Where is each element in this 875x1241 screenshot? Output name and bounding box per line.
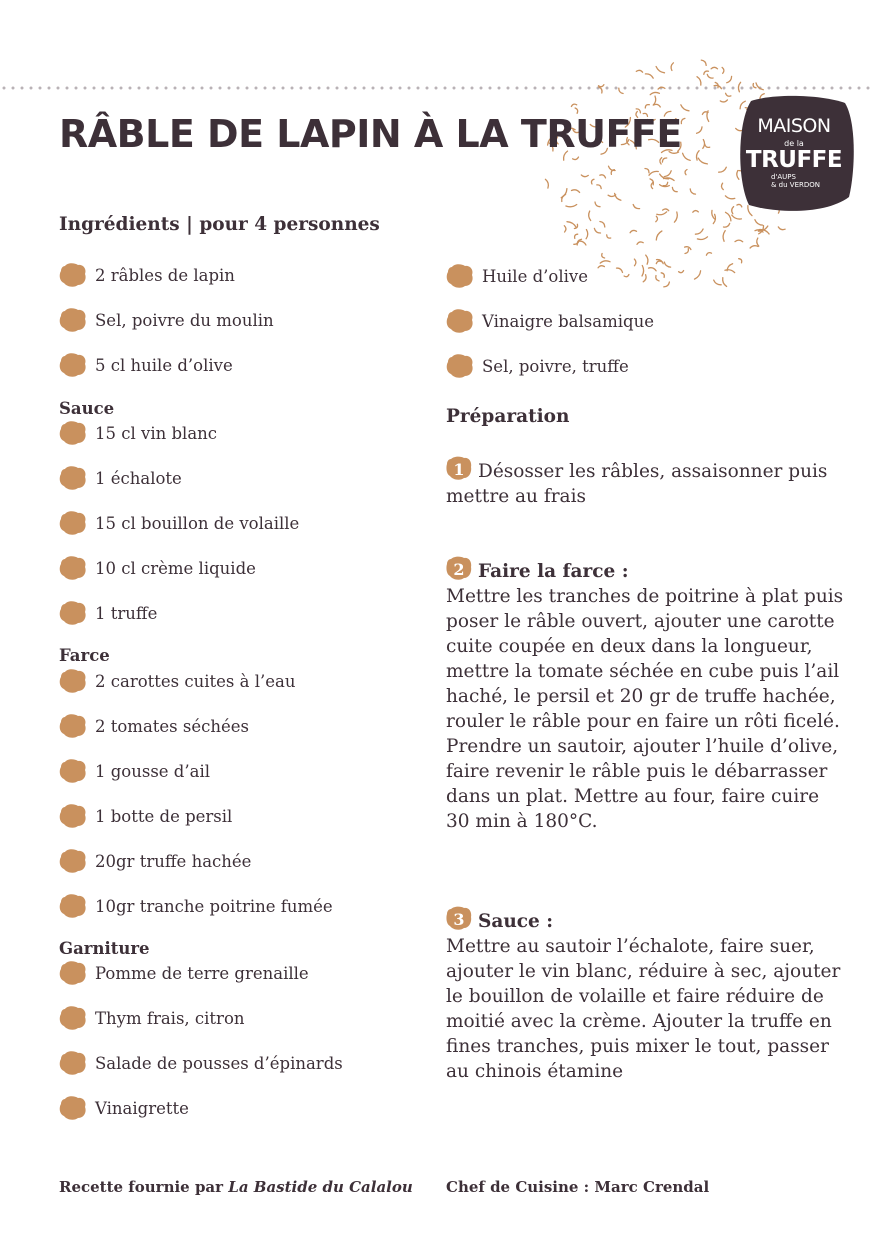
credit-prefix: Recette fournie par — [59, 1178, 229, 1196]
ingredient-item — [59, 959, 309, 987]
ingredient-label: Pomme de terre grenaille — [95, 963, 309, 983]
ingredient-label: 15 cl bouillon de volaille — [95, 513, 300, 533]
logo-maison: MAISON — [757, 115, 831, 137]
ingredient-label: 2 râbles de lapin — [95, 265, 235, 285]
ingredient-label: Sel, poivre, truffe — [482, 356, 629, 376]
step-text: Mettre les tranches de poitrine à plat puis poser le râble ouvert, ajouter une carotte cuite coupée en deux dans la longueur, mettre la tomate séchée en cube puis l’ail haché, le persil et 20 gr de truffe hachée, rouler le râble pour en faire un rôti ficelé. — [446, 586, 844, 732]
ingredient-label: Salade de pousses d’épinards — [95, 1053, 343, 1073]
logo-de-la: de la — [784, 139, 804, 148]
recipe-title: RÂBLE DE LAPIN À LA TRUFFE — [59, 112, 682, 156]
ingredient-label: Thym frais, citron — [95, 1008, 245, 1028]
preparation-step-2 — [446, 556, 846, 834]
ingredient-label: 1 gousse d’ail — [95, 761, 211, 781]
truffle-bullet-icon — [59, 307, 87, 333]
step-heading: Sauce : — [478, 911, 554, 932]
step-number-badge — [446, 456, 472, 480]
ingredient-item — [59, 419, 217, 447]
garniture-subheading: Garniture — [59, 939, 150, 958]
step-number: 1 — [453, 460, 465, 479]
ingredient-item — [59, 599, 157, 627]
ingredient-label: 1 truffe — [95, 603, 158, 623]
step-number: 2 — [453, 560, 465, 579]
truffle-bullet-icon — [59, 1095, 87, 1121]
ingredient-item — [59, 667, 295, 695]
ingredient-label: Sel, poivre du moulin — [95, 310, 274, 330]
truffle-bullet-icon — [59, 668, 87, 694]
ingredient-label: Vinaigre balsamique — [482, 311, 654, 331]
recipe-credit — [59, 1178, 413, 1196]
ingredient-item — [59, 712, 249, 740]
ingredient-item — [59, 464, 182, 492]
sauce-subheading: Sauce — [59, 399, 115, 418]
preparation-step-1 — [446, 456, 846, 509]
ingredient-item — [446, 352, 629, 380]
maison-de-la-truffe-logo — [735, 93, 855, 213]
truffle-bullet-icon — [59, 893, 87, 919]
step-number-badge — [446, 556, 472, 580]
farce-subheading: Farce — [59, 646, 110, 665]
step-text: Mettre au sautoir l’échalote, faire suer, ajouter le vin blanc, réduire à sec, ajouter le bouillon de volaille et faire réduire de moitié avec la crème. Ajouter la truffe en fines tranches, puis mixer le tout, passer au chinois étamine — [446, 936, 841, 1082]
ingredient-item — [59, 892, 333, 920]
ingredient-item — [59, 261, 235, 289]
truffle-bullet-icon — [59, 713, 87, 739]
truffle-bullet-icon — [446, 263, 474, 289]
ingredient-item — [59, 554, 256, 582]
truffle-bullet-icon — [59, 848, 87, 874]
truffle-bullet-icon — [59, 262, 87, 288]
step-text: Désosser les râbles, assaisonner puis mettre au frais — [446, 461, 828, 507]
restaurant-name: La Bastide du Calalou — [228, 1178, 413, 1196]
logo-truffe: TRUFFE — [745, 147, 843, 173]
ingredient-label: 2 tomates séchées — [95, 716, 249, 736]
truffle-bullet-icon — [59, 555, 87, 581]
truffle-bullet-icon — [59, 1050, 87, 1076]
ingredient-item — [59, 1094, 189, 1122]
ingredient-item — [446, 262, 588, 290]
truffle-bullet-icon — [59, 465, 87, 491]
ingredient-label: 10 cl crème liquide — [95, 558, 256, 578]
ingredient-label: Huile d’olive — [482, 266, 588, 286]
ingredient-item — [59, 1049, 343, 1077]
step-number-badge — [446, 906, 472, 930]
ingredient-item — [59, 509, 299, 537]
ingredient-label: 10gr tranche poitrine fumée — [95, 896, 333, 916]
ingredient-label: 2 carottes cuites à l’eau — [95, 671, 296, 691]
truffle-bullet-icon — [59, 960, 87, 986]
truffle-bullet-icon — [59, 1005, 87, 1031]
step-text-continued: Prendre un sautoir, ajouter l’huile d’olive, faire revenir le râble puis le débarrasser dans un plat. Mettre au four, faire cuire 30 min à 180°C. — [446, 736, 839, 832]
ingredient-item — [59, 351, 233, 379]
step-number: 3 — [453, 910, 465, 929]
ingredient-item — [59, 757, 210, 785]
truffle-bullet-icon — [446, 353, 474, 379]
ingredient-label: 1 botte de persil — [95, 806, 233, 826]
chef-credit: Chef de Cuisine : Marc Crendal — [446, 1178, 710, 1196]
ingredient-label: 15 cl vin blanc — [95, 423, 218, 443]
ingredient-label: 5 cl huile d’olive — [95, 355, 233, 375]
ingredient-item — [59, 847, 251, 875]
logo-aups: d'AUPS — [771, 173, 796, 181]
ingredient-label: Vinaigrette — [95, 1098, 189, 1118]
ingredient-label: 20gr truffe hachée — [95, 851, 252, 871]
ingredient-item — [446, 307, 654, 335]
ingredients-heading: Ingrédients | pour 4 personnes — [59, 214, 380, 235]
ingredient-label: 1 échalote — [95, 468, 182, 488]
preparation-heading: Préparation — [446, 406, 570, 427]
truffle-bullet-icon — [446, 308, 474, 334]
truffle-bullet-icon — [59, 803, 87, 829]
logo-verdon: & du VERDON — [771, 181, 820, 189]
truffle-bullet-icon — [59, 510, 87, 536]
step-heading: Faire la farce : — [478, 561, 629, 582]
preparation-step-3 — [446, 906, 846, 1084]
ingredient-item — [59, 802, 232, 830]
truffle-bullet-icon — [59, 352, 87, 378]
truffle-bullet-icon — [59, 758, 87, 784]
truffle-bullet-icon — [59, 420, 87, 446]
truffle-bullet-icon — [59, 600, 87, 626]
ingredient-item — [59, 1004, 245, 1032]
ingredient-item — [59, 306, 274, 334]
